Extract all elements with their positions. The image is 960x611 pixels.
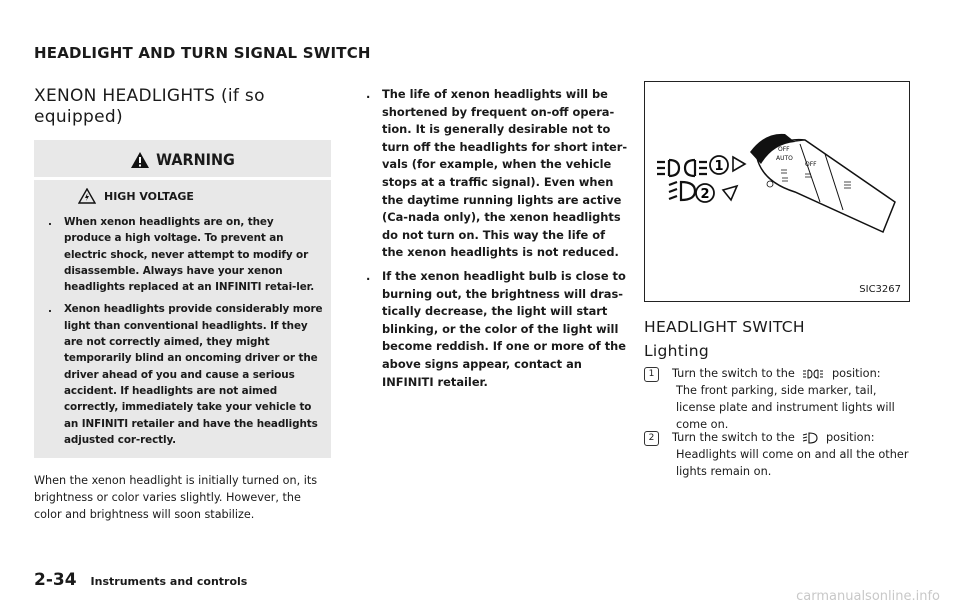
watermark: carmanualsonline.info xyxy=(796,589,940,604)
step-description: Headlights will come on and all the other lights remain on. xyxy=(676,448,909,478)
parking-light-icon xyxy=(802,369,824,379)
high-voltage-label: HIGH VOLTAGE xyxy=(104,189,194,203)
warning-bullets xyxy=(34,214,331,448)
warning-triangle-icon xyxy=(130,151,150,169)
lighting-subheading: Lighting xyxy=(644,342,710,360)
list-item: . The life of xenon headlights will be shortened by frequent on-off opera-tion. It is generally desirable not to turn off the headlights for short inter-vals (for example, when the vehicle stops at a traffic signal). Even when the daytime running lights are active (Ca-nada only), the xenon headlights do not turn on. This way the life of the xenon headlights is not reduced. xyxy=(366,87,628,260)
warning-title-row xyxy=(34,140,331,177)
step-number: 1 xyxy=(644,367,659,382)
dial-label: AUTO xyxy=(776,155,793,162)
switch-figure xyxy=(644,81,910,302)
dial-label: OFF xyxy=(778,146,790,153)
xenon-heading: XENON HEADLIGHTS (if so equipped) xyxy=(34,86,265,127)
step-instruction: 2 Turn the switch to the position: xyxy=(644,429,912,446)
step-instruction: 1 Turn the switch to the position: xyxy=(644,365,912,382)
lighting-step-1 xyxy=(644,365,912,433)
headlight-icon xyxy=(802,432,818,444)
beam-symbol xyxy=(657,160,707,176)
warning-box xyxy=(34,140,331,458)
warning-bullet: . Xenon headlights provide considerably more light than conventional headlights. If they are not correctly aimed, they might temporarily blind an oncoming driver or the driver ahead of you and cause a serious accident. If headlights are not aimed correctly, immediately take your vehicle to an INFINITI retailer and have the headlights adjusted cor-rectly. xyxy=(48,303,323,446)
high-voltage-icon xyxy=(78,188,96,204)
column-left xyxy=(34,86,331,523)
lighting-step-2 xyxy=(644,429,912,480)
svg-text:2: 2 xyxy=(700,187,710,202)
warning-bullet: . When xenon headlights are on, they produce a high voltage. To prevent an electric shock, never attempt to modify or disassemble. Always have your xenon headlights replaced at an INFINITI retai-ler. xyxy=(48,216,315,294)
list-item: . If the xenon headlight bulb is close to burning out, the brightness will dras-tically decrease, the light will start blinking, or the color of the light will become reddish. If one or more of the above signs appear, contact an INFINITI retailer. xyxy=(366,268,626,389)
stabilize-paragraph: When the xenon headlight is initially turned on, its brightness or color varies slightly. However, the color and brightness will soon stabilize. xyxy=(34,474,318,522)
page-footer xyxy=(34,570,247,590)
step-number: 2 xyxy=(644,431,659,446)
footer-title: Instruments and controls xyxy=(90,575,248,588)
figure-code: SIC3267 xyxy=(859,284,901,295)
dial-label: OFF xyxy=(805,161,817,168)
page-number: 2-34 xyxy=(34,570,77,590)
headlight-switch-illustration xyxy=(645,82,909,282)
high-voltage-row xyxy=(34,180,331,208)
headlight-switch-heading: HEADLIGHT SWITCH xyxy=(644,318,805,336)
step-description: The front parking, side marker, tail, license plate and instrument lights will come on. xyxy=(676,384,895,431)
section-header: HEADLIGHT AND TURN SIGNAL SWITCH xyxy=(34,44,371,62)
column-middle xyxy=(366,86,628,397)
svg-text:1: 1 xyxy=(714,159,724,174)
xenon-life-bullets xyxy=(366,86,628,391)
warning-title: WARNING xyxy=(156,150,235,169)
